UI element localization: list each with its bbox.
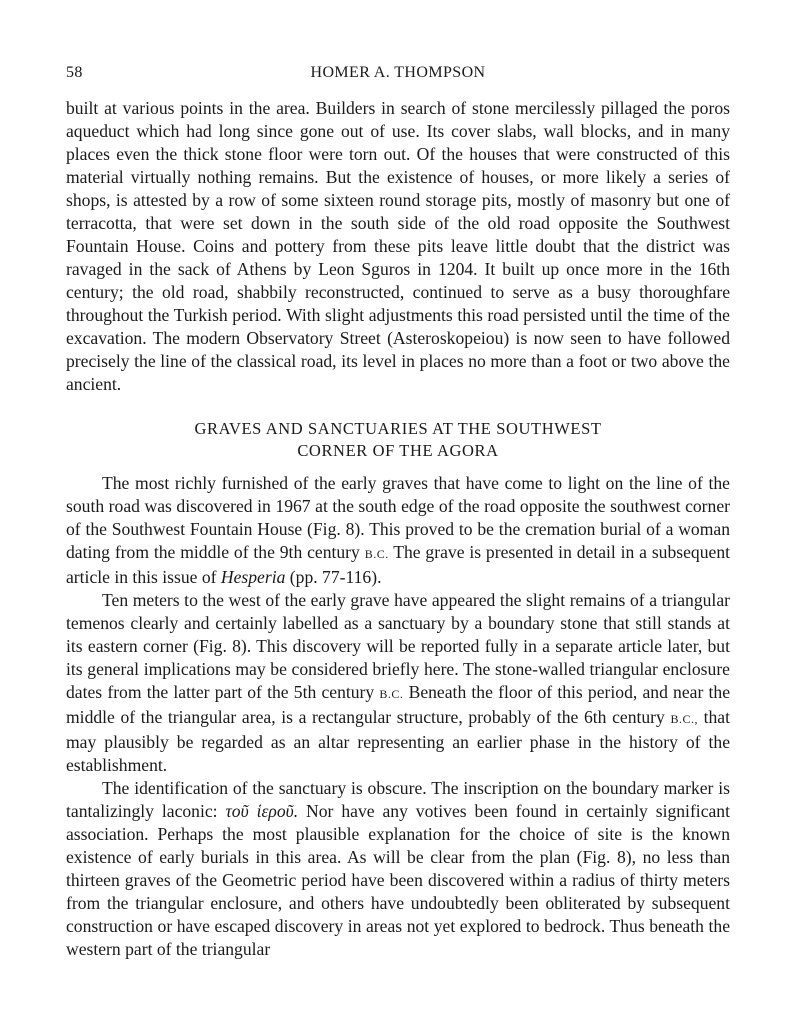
paragraph-4-text-a: The identification of the sanctuary is obscure. The inscription on the boundary marker is tantalizingly laconic:: [66, 778, 730, 821]
journal-title: Hesperia: [220, 567, 286, 587]
bc-abbrev: B.C.,: [670, 712, 698, 726]
paragraph-3: [66, 589, 730, 777]
paragraph-2-text-b: The grave is presented in detail in a subsequent article in this issue of: [66, 542, 731, 587]
page-header: [66, 64, 730, 84]
section-heading-line-1: GRAVES AND SANCTUARIES AT THE SOUTHWEST: [194, 419, 602, 438]
page-number: 58: [66, 64, 83, 81]
paragraph-3-text-b: Beneath the floor of this period, and near the middle of the triangular area, is a rectangular structure, probably of the 6th century: [66, 682, 730, 727]
article-body: [66, 97, 730, 961]
section-heading: [66, 418, 730, 462]
paragraph-2-text-a: The most richly furnished of the early graves that have come to light on the line of the south road was discovered in 1967 at the south edge of the road opposite the southwest corner of the Southwest Fountain House (Fig. 8). This proved to be the cremation burial of a woman dating from the middle of the 9th century: [66, 473, 730, 562]
paragraph-4: [66, 777, 730, 961]
greek-inscription: τοῦ ἱεροῦ.: [225, 801, 299, 821]
paragraph-3-text-a: Ten meters to the west of the early grave have appeared the slight remains of a triangular temenos clearly and certainly labelled as a sanctuary by a boundary stone that still stands at its eastern corner (Fig. 8). This discovery will be reported fully in a separate article later, but its general implications may be considered briefly here. The stone-walled triangular enclosure dates from the latter part of the 5th century: [66, 590, 730, 702]
paragraph-2: [66, 472, 730, 589]
paragraph-1: built at various points in the area. Builders in search of stone mercilessly pillaged the poros aqueduct which had long since gone out of use. Its cover slabs, wall blocks, and in many places even the thick stone floor were torn out. Of the houses that were constructed of this material virtually nothing remains. But the existence of houses, or more likely a series of shops, is attested by a row of some sixteen round storage pits, mostly of masonry but one of terracotta, that were set down in the south side of the old road opposite the Southwest Fountain House. Coins and pottery from these pits leave little doubt that the district was ravaged in the sack of Athens by Leon Sguros in 1204. It built up once more in the 16th century; the old road, shabbily reconstructed, continued to serve as a busy thoroughfare throughout the Turkish period. With slight adjustments this road persisted until the time of the excavation. The modern Observatory Street (Asteroskopeiou) is now seen to have followed precisely the line of the classical road, its level in places no more than a foot or two above the ancient.: [66, 98, 730, 394]
paragraph-3-text-c: that may plausibly be regarded as an altar representing an earlier phase in the history of the establishment.: [66, 707, 730, 775]
bc-abbrev: B.C.: [364, 547, 389, 561]
running-head: HOMER A. THOMPSON: [310, 64, 486, 81]
bc-abbrev: B.C.: [379, 687, 404, 701]
paragraph-2-text-c: (pp. 77-116).: [285, 567, 382, 587]
section-heading-line-2: CORNER OF THE AGORA: [297, 441, 499, 460]
paragraph-4-text-b: Nor have any votives been found in certainly significant association. Perhaps the most plausible explanation for the choice of site is the known existence of early burials in this area. As will be clear from the plan (Fig. 8), no less than thirteen graves of the Geometric period have been discovered within a radius of thirty meters from the triangular enclosure, and others have undoubtedly been obliterated by subsequent construction or have escaped discovery in areas not yet explored to bedrock. Thus beneath the western part of the triangular: [66, 801, 730, 959]
